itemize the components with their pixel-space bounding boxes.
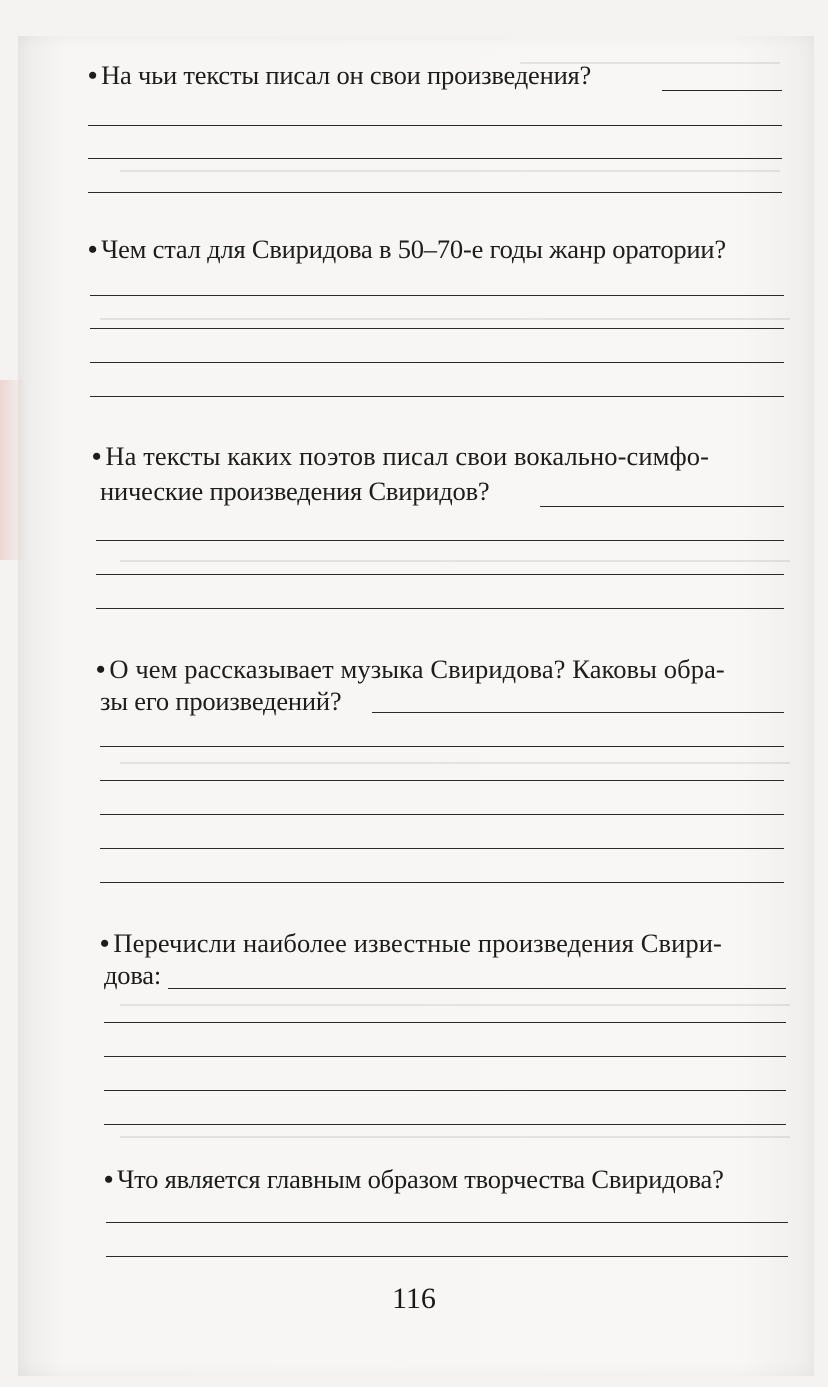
answer-line[interactable] xyxy=(96,540,784,541)
answer-line[interactable] xyxy=(88,125,782,126)
answer-line[interactable] xyxy=(104,1022,786,1023)
page-number: 116 xyxy=(392,1282,436,1315)
answer-line[interactable] xyxy=(662,90,782,91)
answer-line[interactable] xyxy=(90,295,784,296)
question-5-line-1 xyxy=(100,924,722,962)
question-5-text-1: Перечисли наиболее известные произведения Свири- xyxy=(113,928,722,958)
answer-line[interactable] xyxy=(104,1056,786,1057)
answer-line[interactable] xyxy=(106,1222,788,1223)
answer-line[interactable] xyxy=(100,780,784,781)
answer-line[interactable] xyxy=(90,328,784,329)
answer-line[interactable] xyxy=(96,574,784,575)
bullet: • xyxy=(88,60,98,90)
answer-line[interactable] xyxy=(96,608,784,609)
question-4-line-2: зы его произведений? xyxy=(100,686,342,716)
answer-line[interactable] xyxy=(100,882,784,883)
bullet: • xyxy=(100,928,110,958)
answer-line[interactable] xyxy=(168,988,786,989)
answer-line[interactable] xyxy=(90,362,784,363)
answer-line[interactable] xyxy=(540,506,784,507)
question-3-line-2: нические произведения Свиридов? xyxy=(100,476,490,506)
answer-line[interactable] xyxy=(88,158,782,159)
answer-line[interactable] xyxy=(100,746,784,747)
question-2 xyxy=(88,230,726,268)
page-edge-shadow xyxy=(0,380,26,560)
question-1 xyxy=(88,56,591,94)
bullet: • xyxy=(88,234,98,264)
question-6 xyxy=(104,1160,724,1198)
answer-line[interactable] xyxy=(88,192,782,193)
question-2-text: Чем стал для Свиридова в 50–70-е годы жанр оратории? xyxy=(101,234,726,264)
answer-line[interactable] xyxy=(372,712,784,713)
question-3-text-1: На тексты каких поэтов писал свои вокально-симфо- xyxy=(105,441,710,471)
question-4-text-1: О чем рассказывает музыка Свиридова? Каковы обра- xyxy=(109,654,725,684)
question-1-text: На чьи тексты писал он свои произведения? xyxy=(101,60,592,90)
answer-line[interactable] xyxy=(90,396,784,397)
answer-line[interactable] xyxy=(106,1256,788,1257)
question-3-line-1 xyxy=(92,437,709,475)
bullet: • xyxy=(92,441,102,471)
answer-line[interactable] xyxy=(104,1124,786,1125)
answer-line[interactable] xyxy=(100,848,784,849)
bullet: • xyxy=(96,654,106,684)
bullet: • xyxy=(104,1164,114,1194)
answer-line[interactable] xyxy=(100,814,784,815)
question-6-text: Что является главным образом творчества Свиридова? xyxy=(117,1164,724,1194)
answer-line[interactable] xyxy=(104,1090,786,1091)
question-5-line-2: дова: xyxy=(104,960,162,990)
